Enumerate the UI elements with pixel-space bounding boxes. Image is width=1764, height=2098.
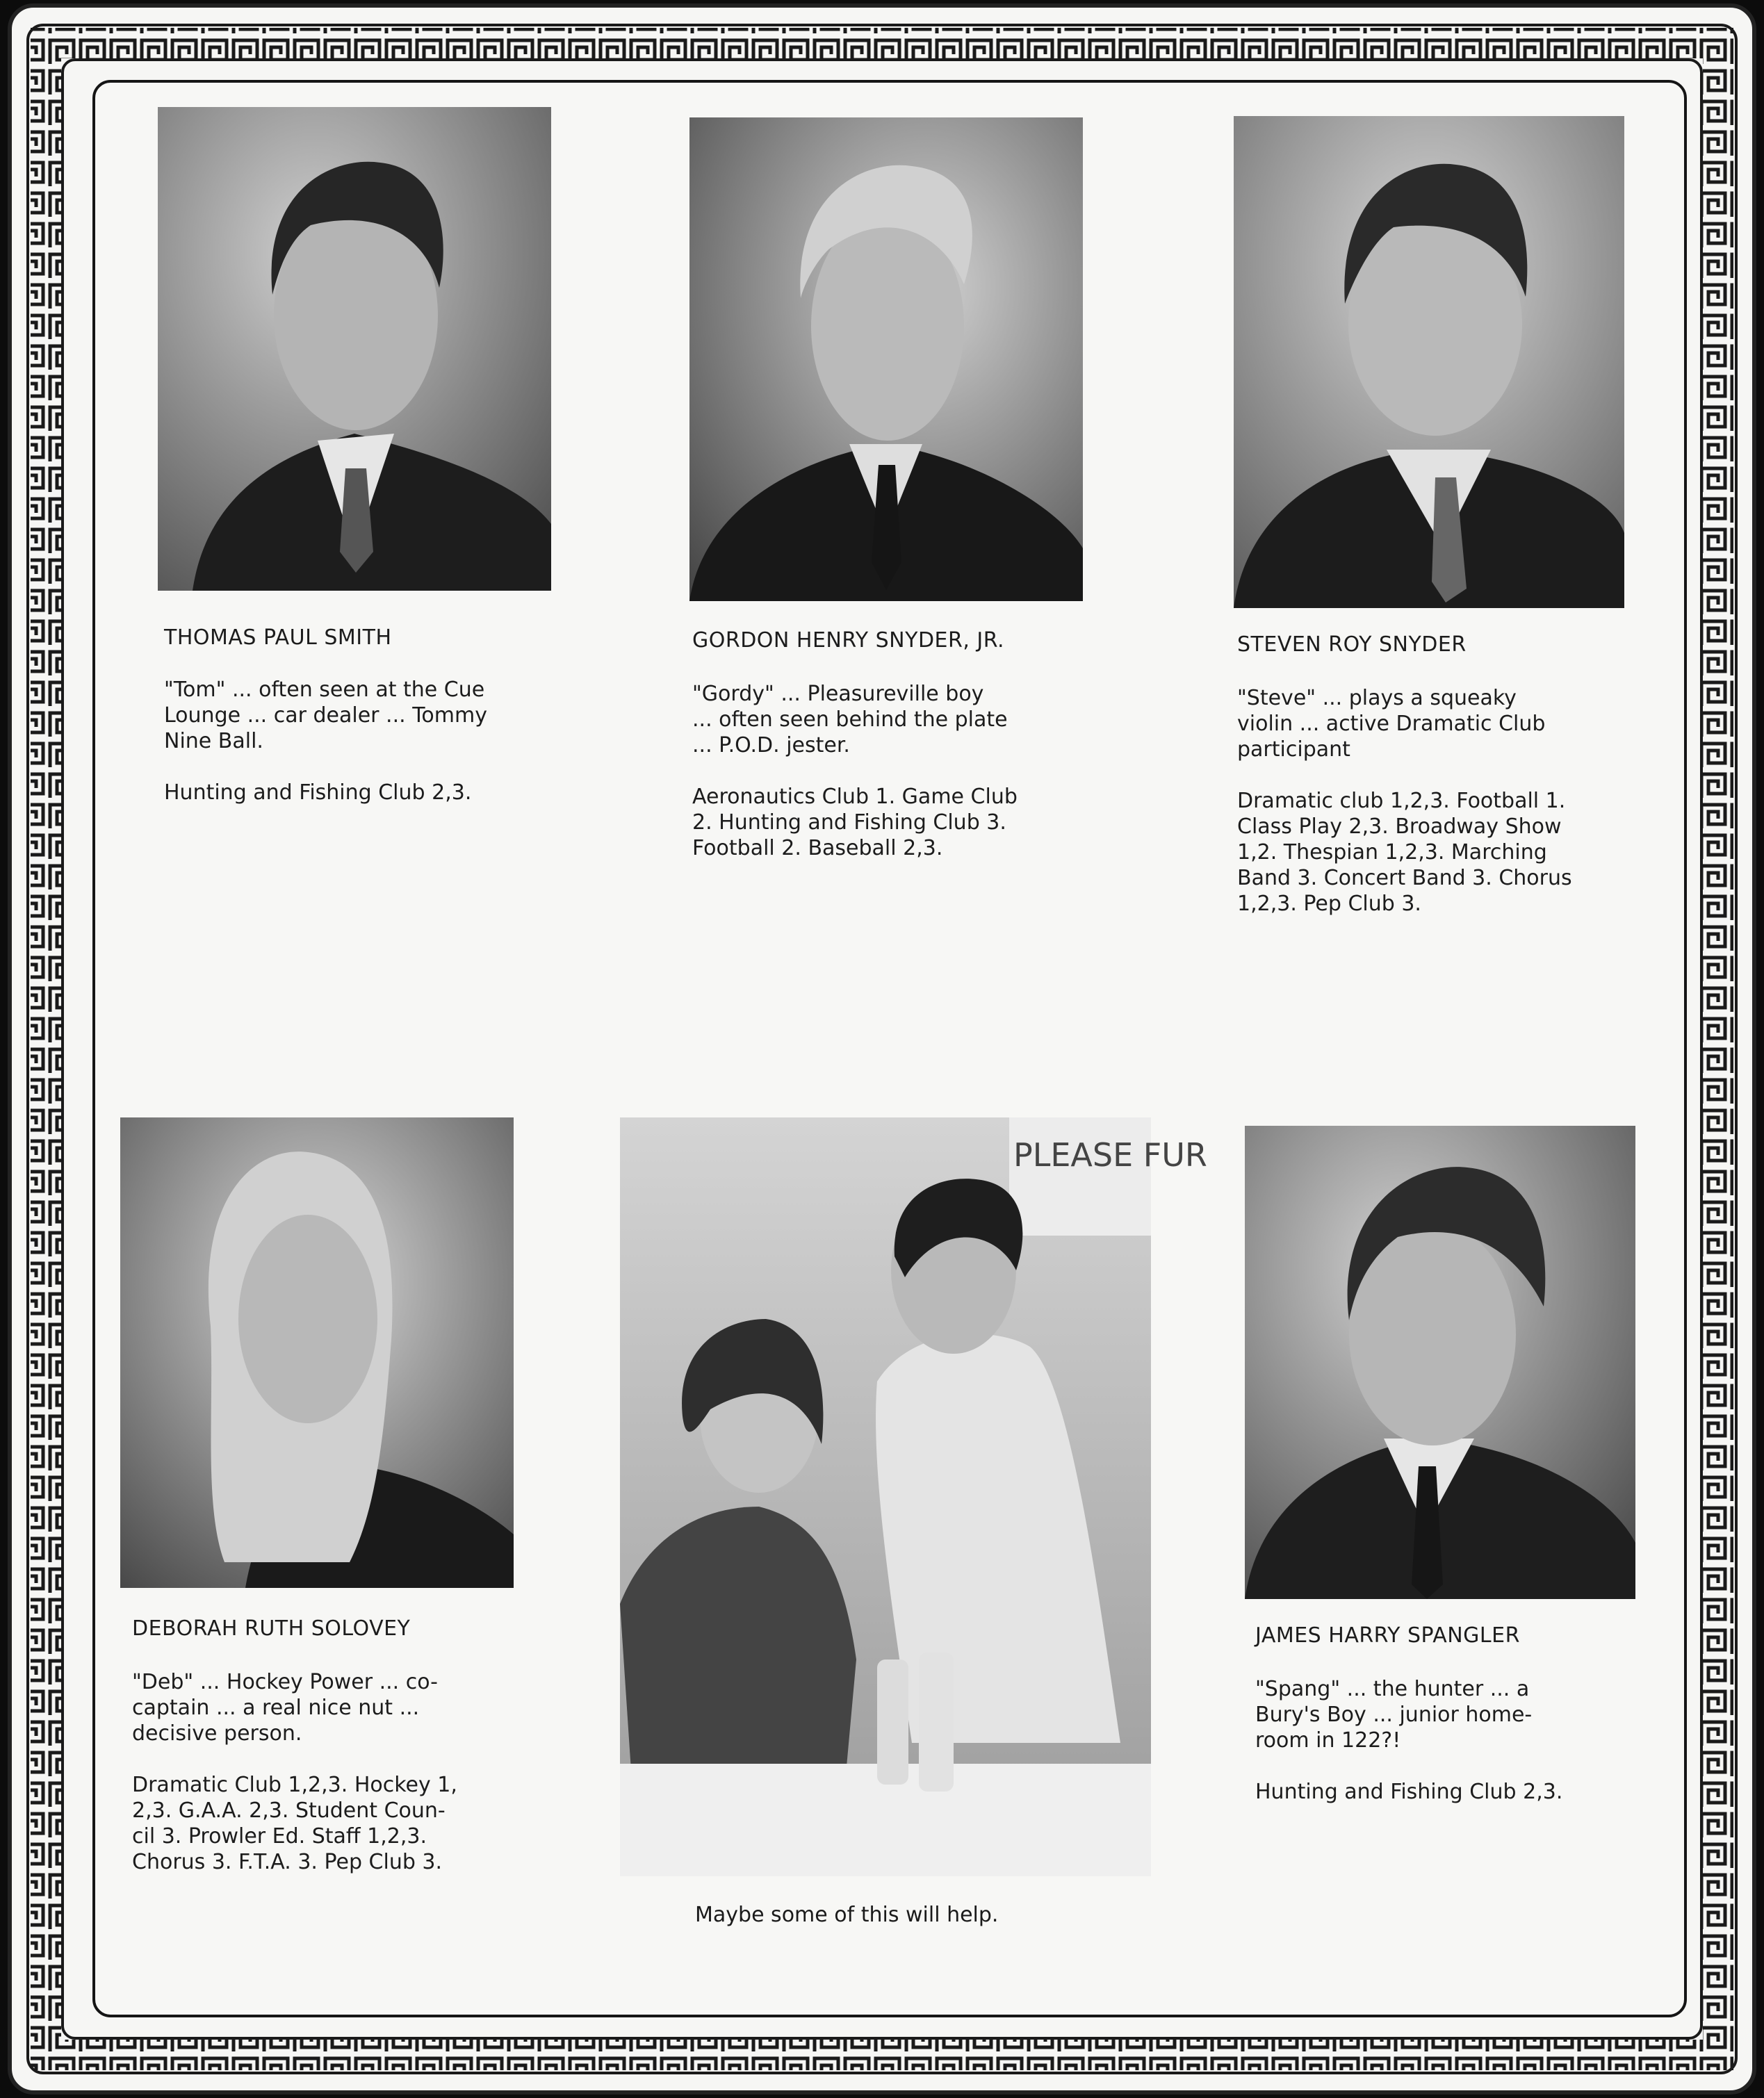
quote-line: decisive person. (132, 1721, 302, 1746)
senior-name: GORDON HENRY SNYDER, JR. (692, 628, 1005, 653)
senior-quote (132, 1669, 521, 1875)
quote-line: Nine Ball. (164, 729, 263, 753)
activities-line: Football 2. Baseball 2,3. (692, 836, 943, 860)
senior-quote (1237, 685, 1626, 917)
activities-line: Dramatic Club 1,2,3. Hockey 1, (132, 1773, 457, 1797)
senior-quote (1255, 1676, 1644, 1805)
senior-name: THOMAS PAUL SMITH (164, 625, 392, 650)
senior-name: STEVEN ROY SNYDER (1237, 632, 1467, 657)
senior-quote (164, 677, 553, 805)
yearbook-page (10, 6, 1754, 2092)
quote-line: room in 122?! (1255, 1728, 1401, 1753)
senior-quote (692, 681, 1081, 861)
quote-line: Lounge ... car dealer ... Tommy (164, 703, 487, 728)
activities-line: Aeronautics Club 1. Game Club (692, 785, 1018, 809)
quote-line: violin ... active Dramatic Club (1237, 712, 1546, 736)
activities-line: 2,3. G.A.A. 2,3. Student Coun- (132, 1798, 446, 1823)
activities-line: Hunting and Fishing Club 2,3. (164, 780, 472, 805)
quote-line: "Spang" ... the hunter ... a (1255, 1677, 1530, 1701)
quote-line: Bury's Boy ... junior home- (1255, 1703, 1533, 1727)
portrait-photo (120, 1117, 514, 1588)
portrait-photo (158, 107, 551, 591)
quote-line: "Steve" ... plays a squeaky (1237, 686, 1517, 710)
activities-line: Hunting and Fishing Club 2,3. (1255, 1780, 1563, 1804)
activities-line: Band 3. Concert Band 3. Chorus (1237, 866, 1572, 890)
senior-name: DEBORAH RUTH SOLOVEY (132, 1616, 411, 1641)
activities-line: Dramatic club 1,2,3. Football 1. (1237, 789, 1566, 813)
candid-photo (620, 1117, 1207, 1876)
quote-line: "Gordy" ... Pleasureville boy (692, 682, 984, 706)
portrait-photo (1245, 1126, 1635, 1599)
activities-line: cil 3. Prowler Ed. Staff 1,2,3. (132, 1824, 427, 1849)
snack-bar-sign: PLEASE FUR (1013, 1136, 1207, 1174)
senior-name: JAMES HARRY SPANGLER (1255, 1623, 1520, 1648)
activities-line: Class Play 2,3. Broadway Show (1237, 814, 1562, 839)
portrait-photo (689, 117, 1083, 601)
photo-caption: Maybe some of this will help. (695, 1903, 999, 1927)
quote-line: ... often seen behind the plate (692, 707, 1008, 732)
activities-line: Chorus 3. F.T.A. 3. Pep Club 3. (132, 1850, 443, 1874)
quote-line: participant (1237, 737, 1350, 762)
quote-line: captain ... a real nice nut ... (132, 1696, 420, 1720)
quote-line: ... P.O.D. jester. (692, 733, 850, 757)
activities-line: 2. Hunting and Fishing Club 3. (692, 810, 1006, 835)
quote-line: "Deb" ... Hockey Power ... co- (132, 1670, 438, 1694)
activities-line: 1,2. Thespian 1,2,3. Marching (1237, 840, 1547, 864)
quote-line: "Tom" ... often seen at the Cue (164, 678, 485, 702)
portrait-photo (1234, 116, 1624, 608)
activities-line: 1,2,3. Pep Club 3. (1237, 892, 1421, 916)
